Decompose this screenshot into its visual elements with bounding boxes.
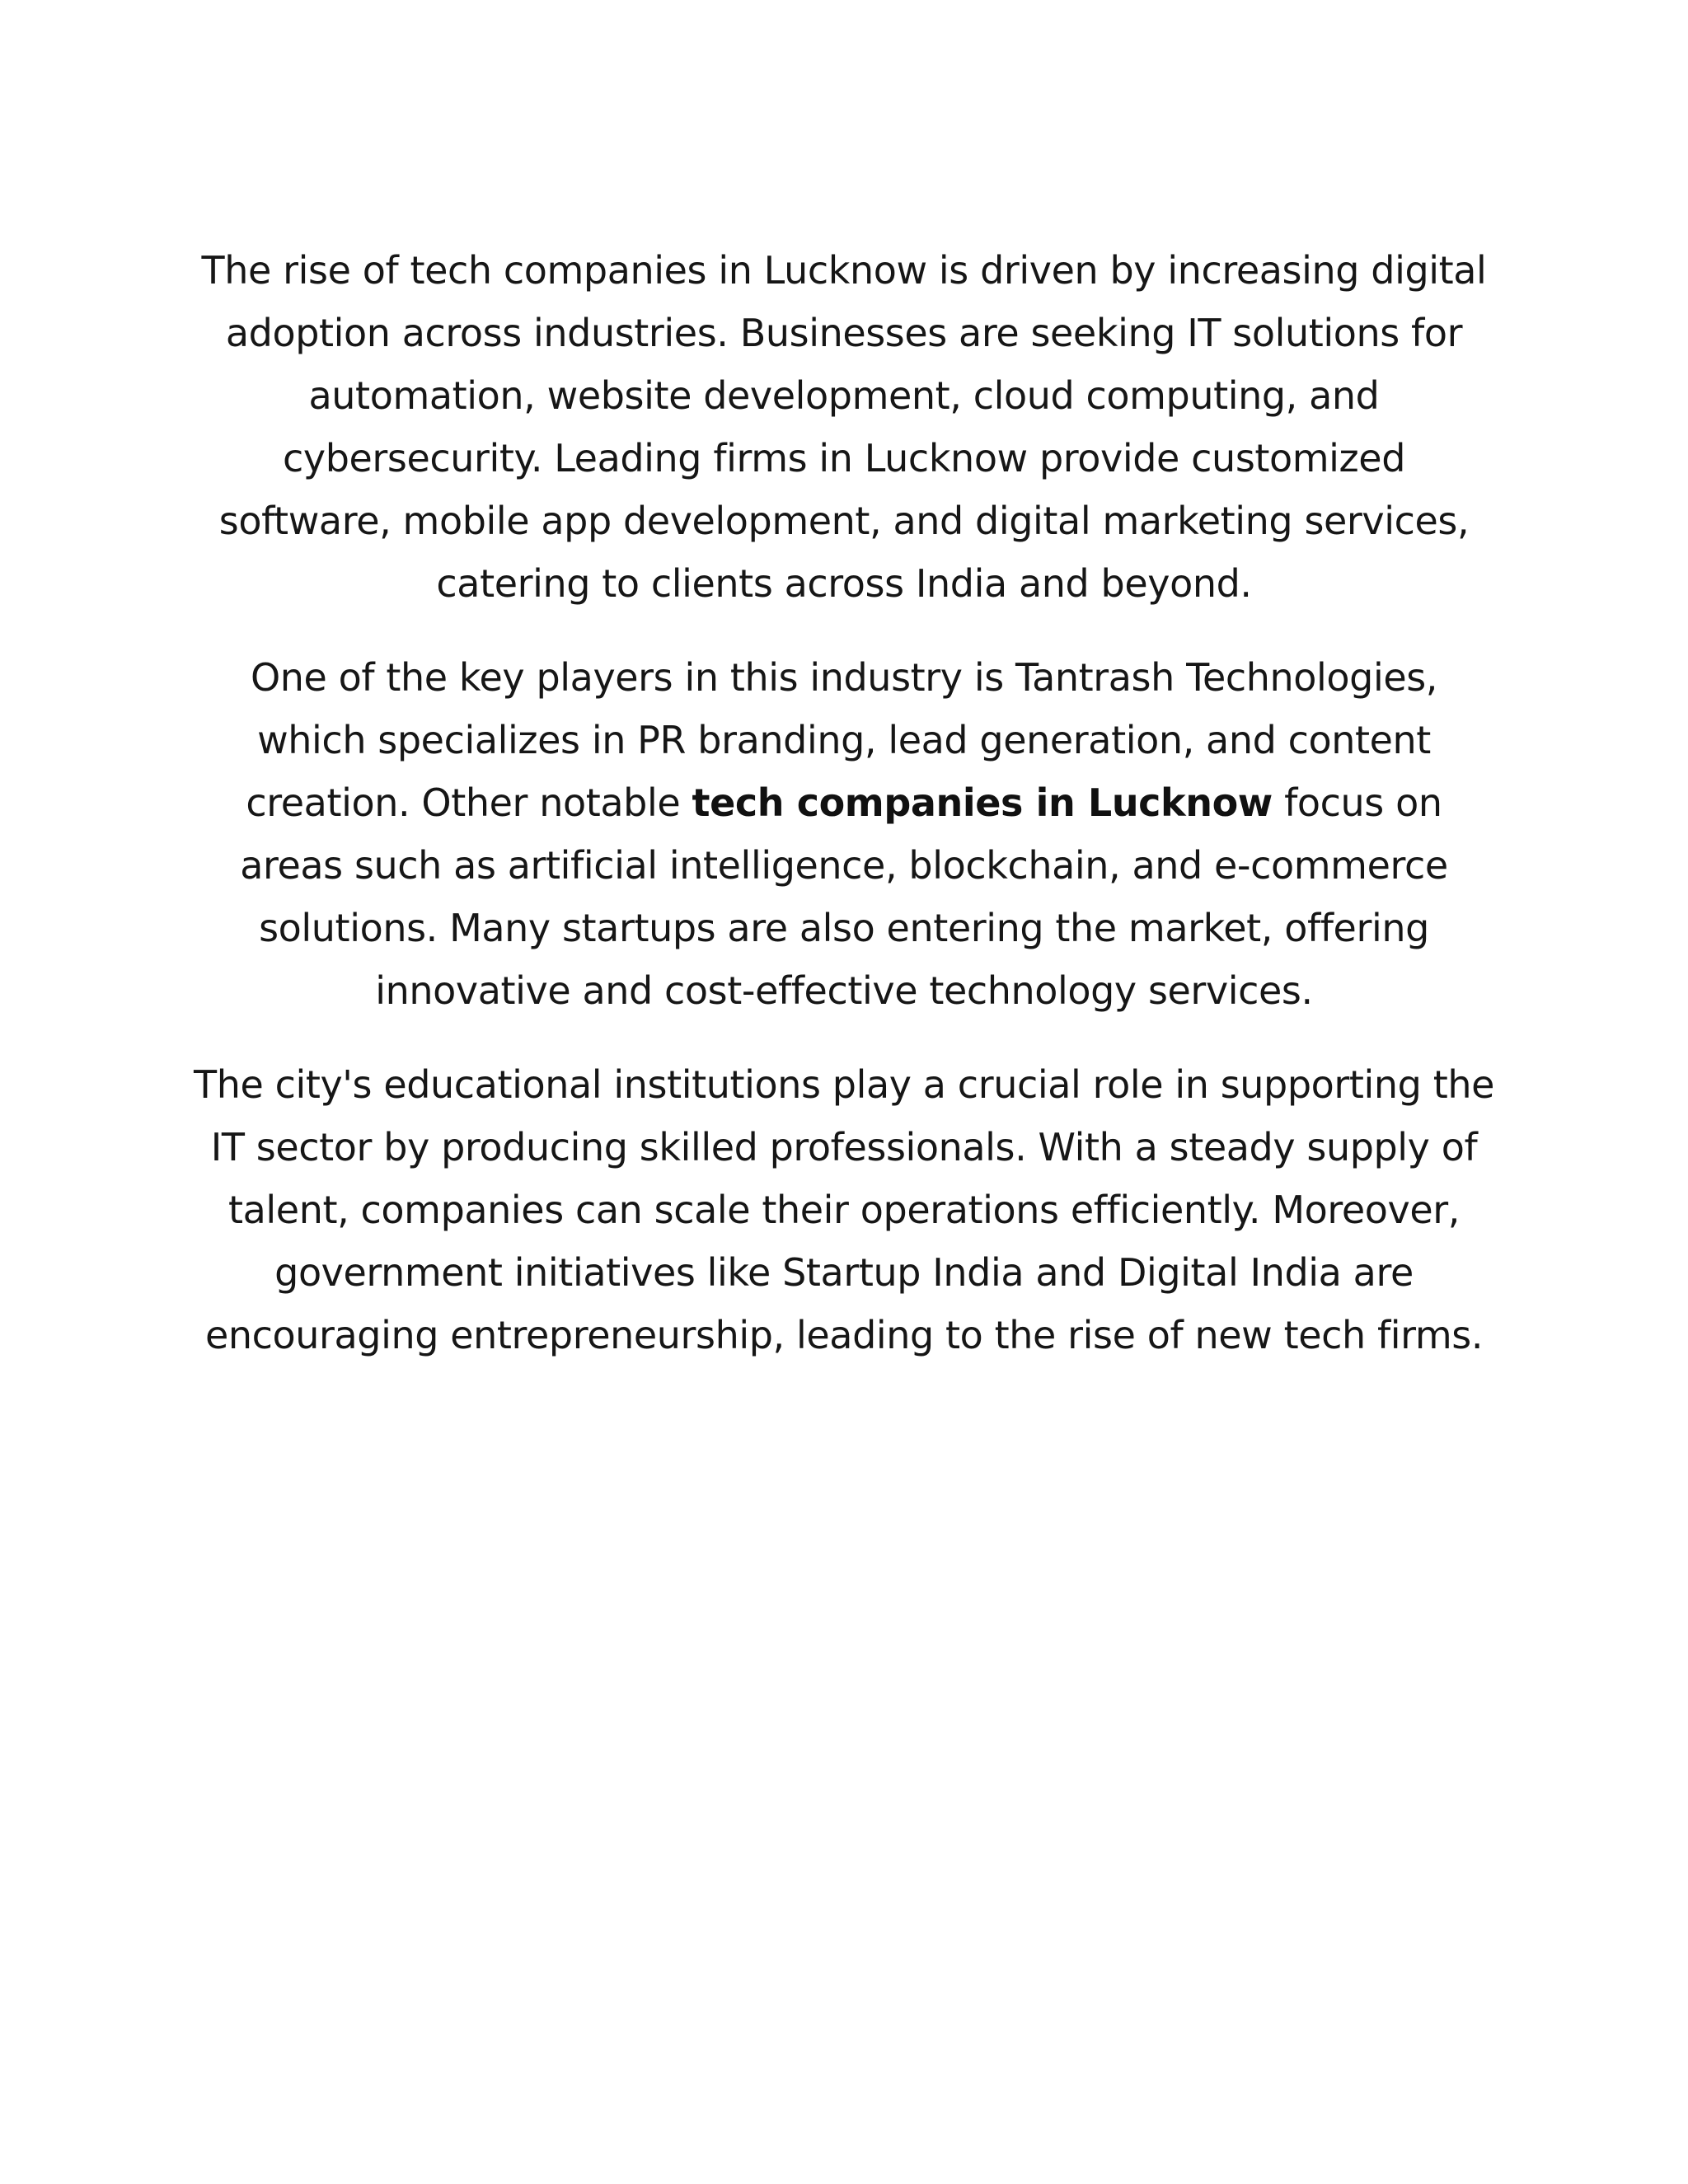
paragraph-1: The rise of tech companies in Lucknow is driven by increasing digital adoption across industries. Businesses are seeking IT solutions for automation, website development, cloud computing, and cybersecurity. Leading firms in Lucknow provide customized software, mobile app development, and digital marketing services, catering to clients across India and beyond. bbox=[201, 248, 1487, 606]
paragraph-2 bbox=[194, 646, 1494, 1022]
paragraph-2-text-start: One of the key players in this industry is Tantrash Technologies, which specializes in PR branding, lead generation, and content creation. Other notable bbox=[246, 655, 1438, 825]
paragraph-2-text-end: focus on areas such as artificial intelligence, blockchain, and e-commerce solutions. Many startups are also entering the market, offering innovative and cost-effective technology services. bbox=[240, 780, 1448, 1013]
bold-keyword-link-text: tech companies in Lucknow bbox=[692, 780, 1273, 825]
paragraph-3: The city's educational institutions play a crucial role in supporting the IT sector by producing skilled professionals. With a steady supply of talent, companies can scale their operations efficiently. Moreover, government initiatives like Startup India and Digital India are encouraging entrepreneurship, leading to the rise of new tech firms. bbox=[194, 1062, 1494, 1357]
article-body bbox=[194, 239, 1494, 1398]
